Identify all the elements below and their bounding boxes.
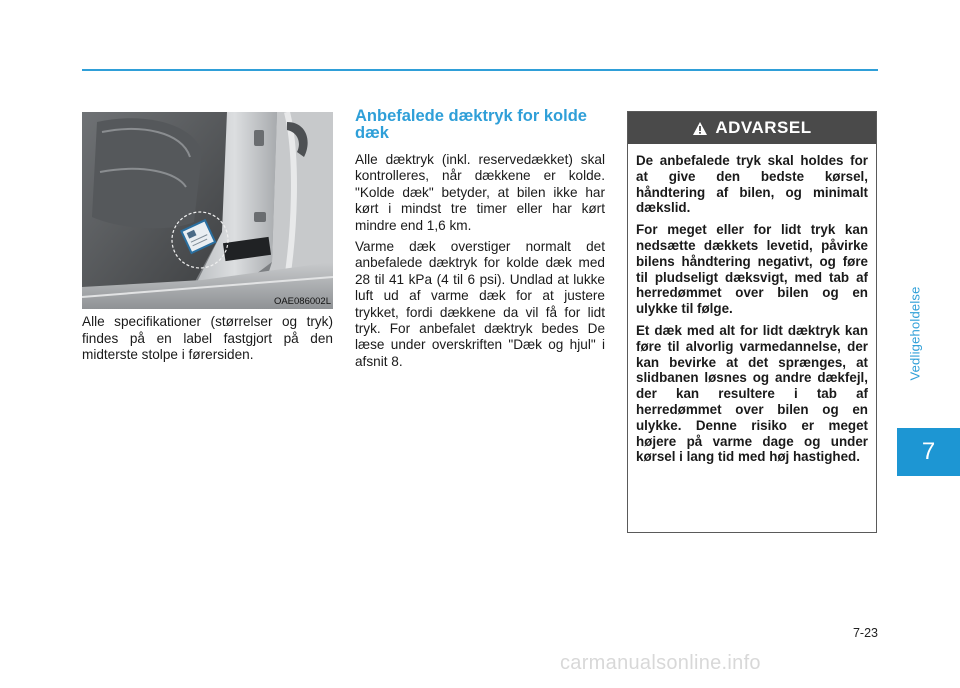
door-pillar-illustration [82,112,333,309]
warning-body [628,144,876,465]
watermark: carmanualsonline.info [560,652,761,674]
warning-paragraph: Et dæk med alt for lidt dæktryk kan føre til alvorlig varmedannelse, der kan bevirke at det sprænges, at slidbanen løsnes og andre dækfejl, der kan resultere i tab af herredømmet over bilen og en ulykke. Denne risiko er meget højere på varme dage og under kørsel i lang tid med høj hastighed. [636,322,868,465]
warning-paragraph: For meget eller for lidt tryk kan nedsætte dækkets levetid, påvirke bilens håndtering negativt, og føre til pludseligt dæksvigt, med tab af herredømmet over bilen og en ulykke til følge. [636,222,868,317]
warning-triangle-icon [692,121,708,136]
section-paragraph: Varme dæk overstiger normalt det anbefalede dæktryk for kolde dæk med 28 til 41 kPa (4 til 6 psi). Undlad at lukke luft ud af varme dæk for at justere trykket, fordi dækkene da vil få for lidt tryk. For anbefalet dæktryk bedes De læse under overskriften "Dæk og hjul" i afsnit 8. [355,239,605,369]
warning-paragraph: De anbefalede tryk skal holdes for at give den bedste kørsel, håndtering af bilen, og minimalt dækslid. [636,153,868,216]
header-rule [82,69,878,71]
chapter-tab [897,428,960,476]
figure-code: OAE086002L [273,296,331,307]
warning-title: ADVARSEL [715,118,812,137]
section-side-label [904,238,926,428]
door-pillar-photo [82,112,333,309]
section-title: Anbefalede dæktryk for kolde dæk [355,107,587,142]
warning-header [628,112,876,144]
warning-box [627,111,877,533]
page-number: 7-23 [852,626,878,640]
section-paragraph: Alle dæktryk (inkl. reservedækket) skal kontrolleres, når dækkene er kolde. "Kolde dæk" betyder, at bilen ikke har kørt i mindst tre timer eller har kørt mindre end 1,6 km. [355,152,605,233]
section-label-text: Vedligeholdelse [907,285,923,381]
figure-caption: Alle specifikationer (størrelser og tryk) findes på en label fastgjort på den midterste stolpe i førersiden. [82,314,333,362]
chapter-number: 7 [921,438,936,465]
tire-pressure-section [355,108,605,375]
